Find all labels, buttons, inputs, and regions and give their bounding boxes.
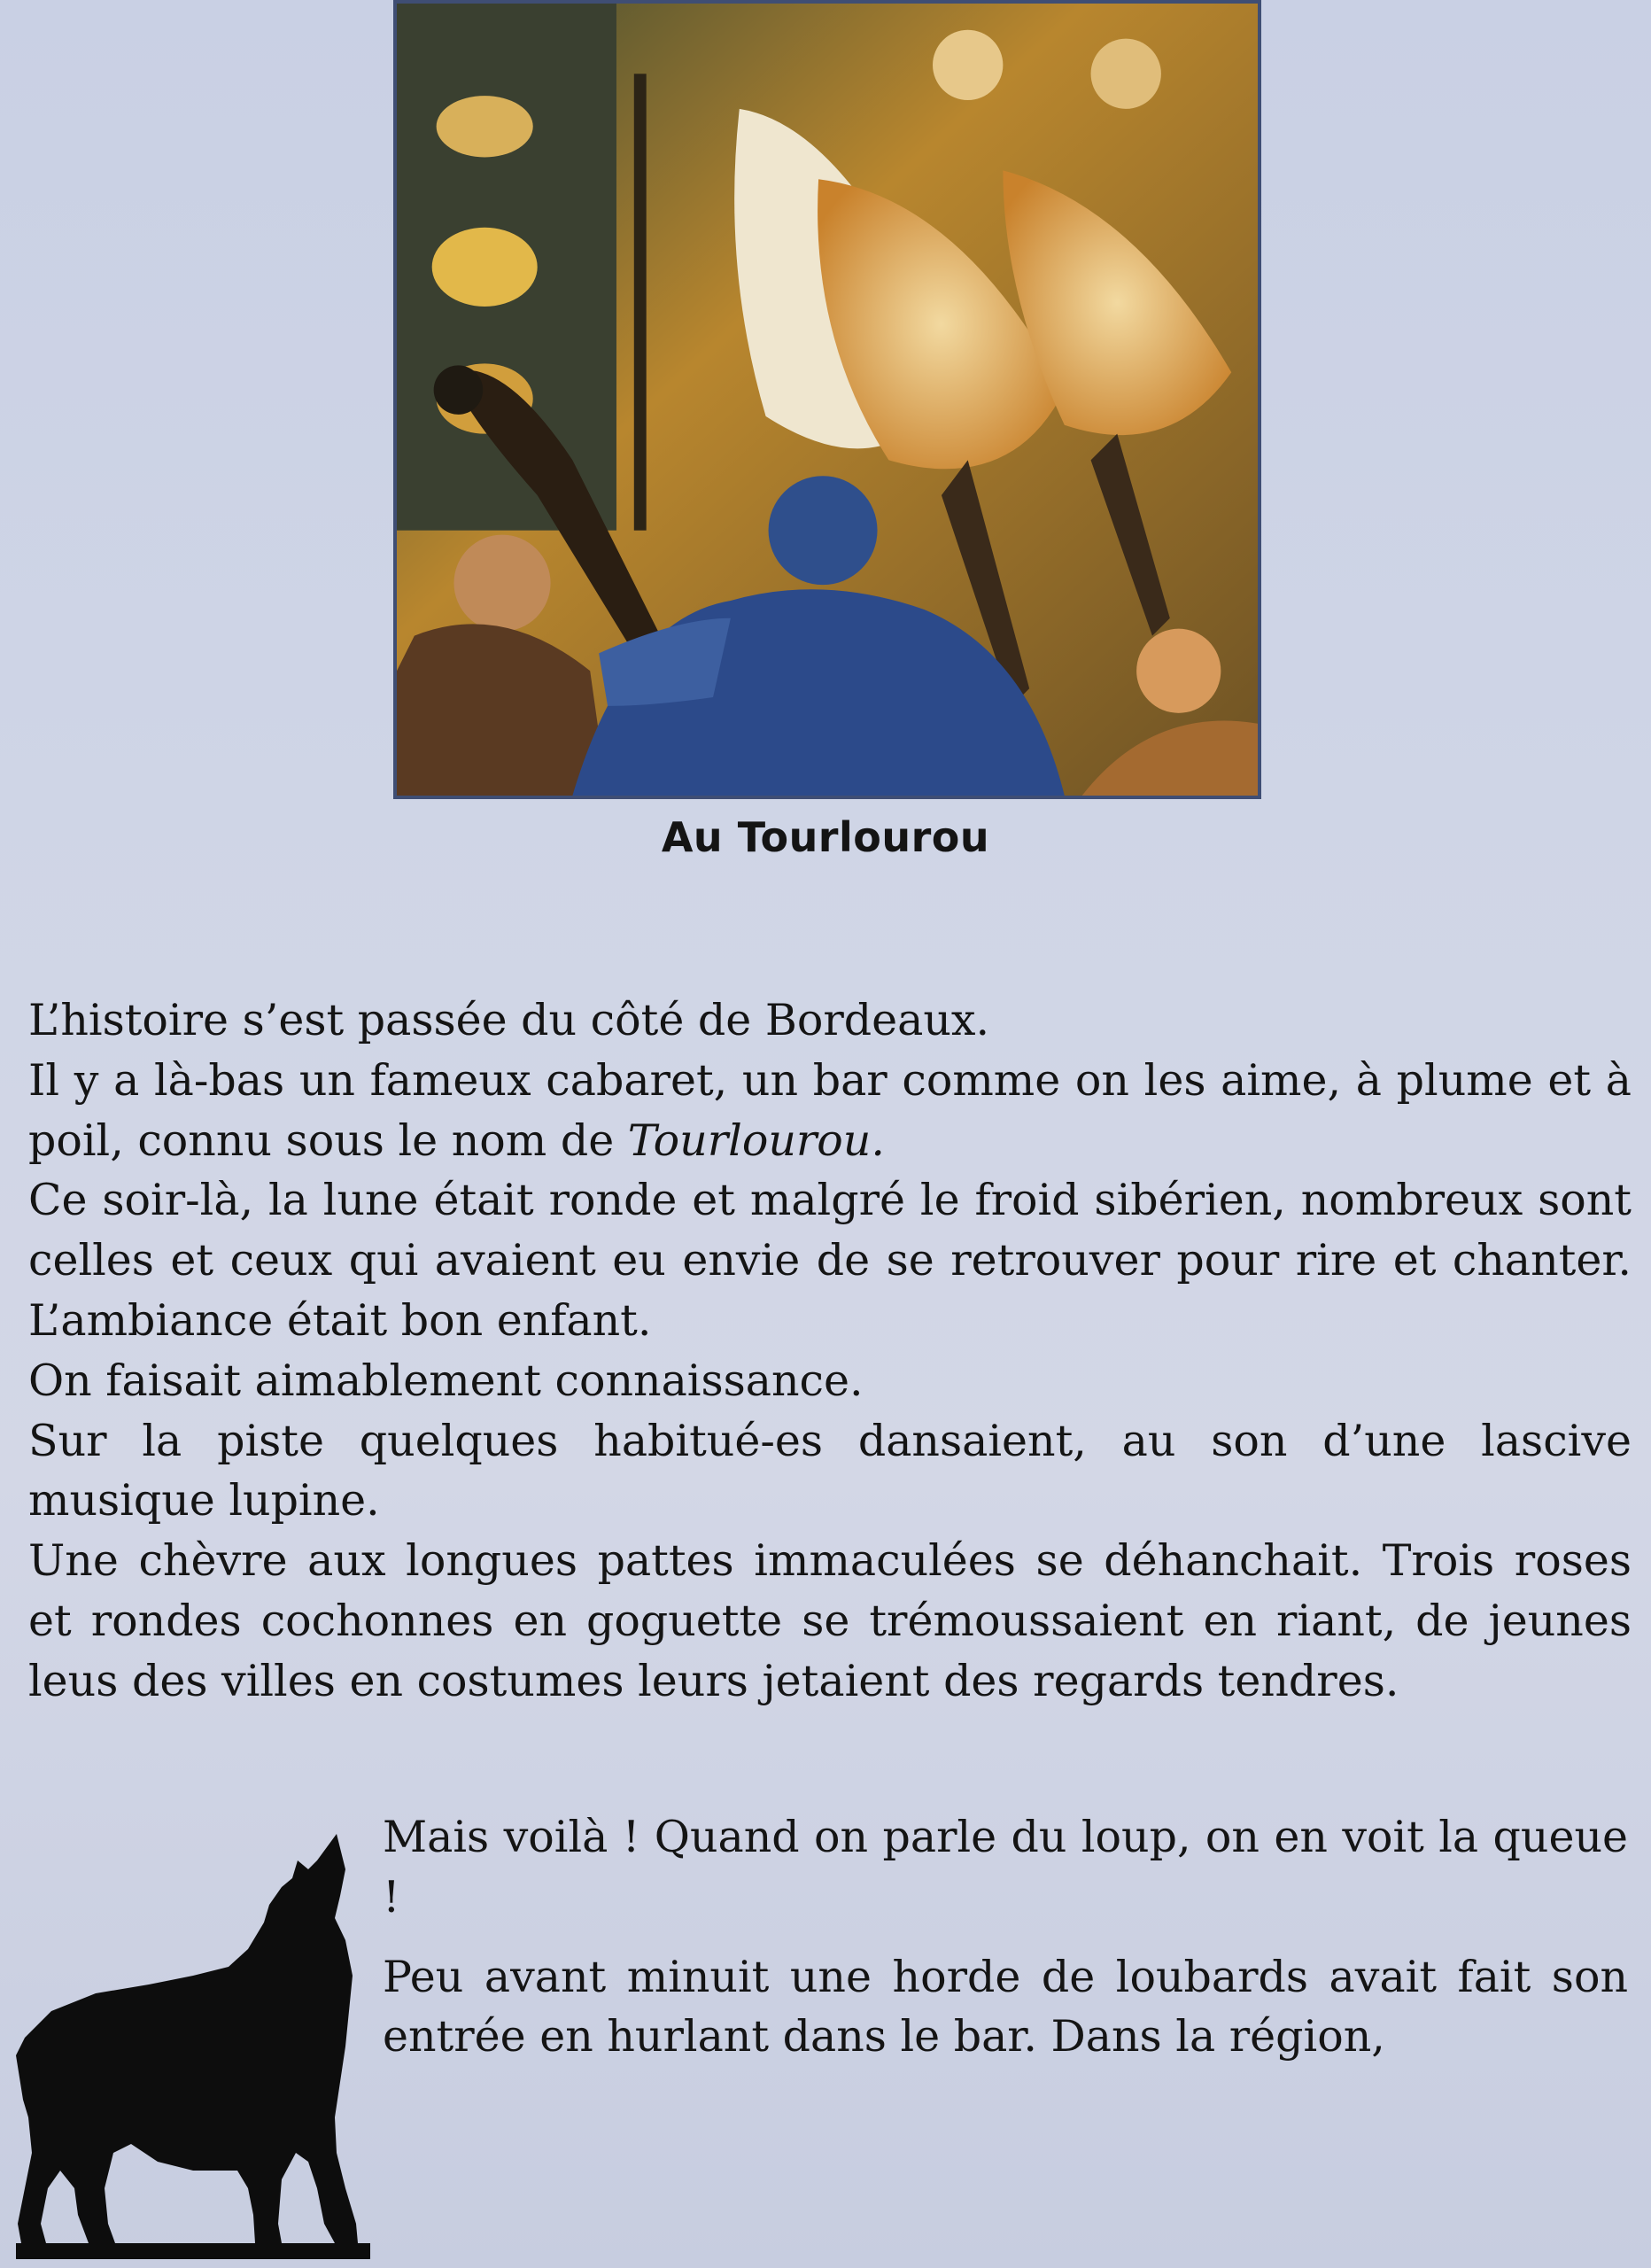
- paragraph-3: Ce soir-là, la lune était ronde et malgré le froid sibérien, nombreux sont celles et ceux qui avaient eu envie de se retrouver pour rire et chanter. L’ambiance était bon enfant.: [28, 1175, 1632, 1346]
- paragraph-2-text: Il y a là-bas un fameux cabaret, un bar comme on les aime, à plume et à poil, connu sous le nom de: [28, 1054, 1632, 1166]
- side-paragraph-2: Peu avant minuit une horde de loubards avait fait son entrée en hurlant dans le bar. Dans la région,: [383, 1951, 1628, 2062]
- paragraph-4: On faisait aimablement connaissance.: [28, 1355, 864, 1406]
- paragraph-2: [28, 1051, 1632, 1171]
- story-text: [28, 990, 1632, 1712]
- illustration-caption: Au Tourlourou: [661, 813, 990, 861]
- cancan-painting-illustration: [393, 0, 1261, 799]
- cabaret-name: Tourlourou.: [627, 1115, 885, 1166]
- wolf-icon: [16, 1834, 370, 2259]
- paragraph-1: L’histoire s’est passée du côté de Bordeaux.: [28, 995, 990, 1045]
- painting-icon: [397, 4, 1258, 796]
- side-text: [383, 1807, 1628, 2086]
- paragraph-5: Sur la piste quelques habitué-es dansaient, au son d’une lascive musique lupine.: [28, 1415, 1632, 1526]
- side-paragraph-1: Mais voilà ! Quand on parle du loup, on en voit la queue !: [383, 1812, 1628, 1922]
- paragraph-6: Une chèvre aux longues pattes immaculées se déhanchait. Trois roses et rondes cochonnes en goguette se trémoussaient en riant, de jeunes leus des villes en costumes leurs jetaient des regards tendres.: [28, 1535, 1632, 1706]
- howling-wolf-silhouette: [16, 1834, 370, 2259]
